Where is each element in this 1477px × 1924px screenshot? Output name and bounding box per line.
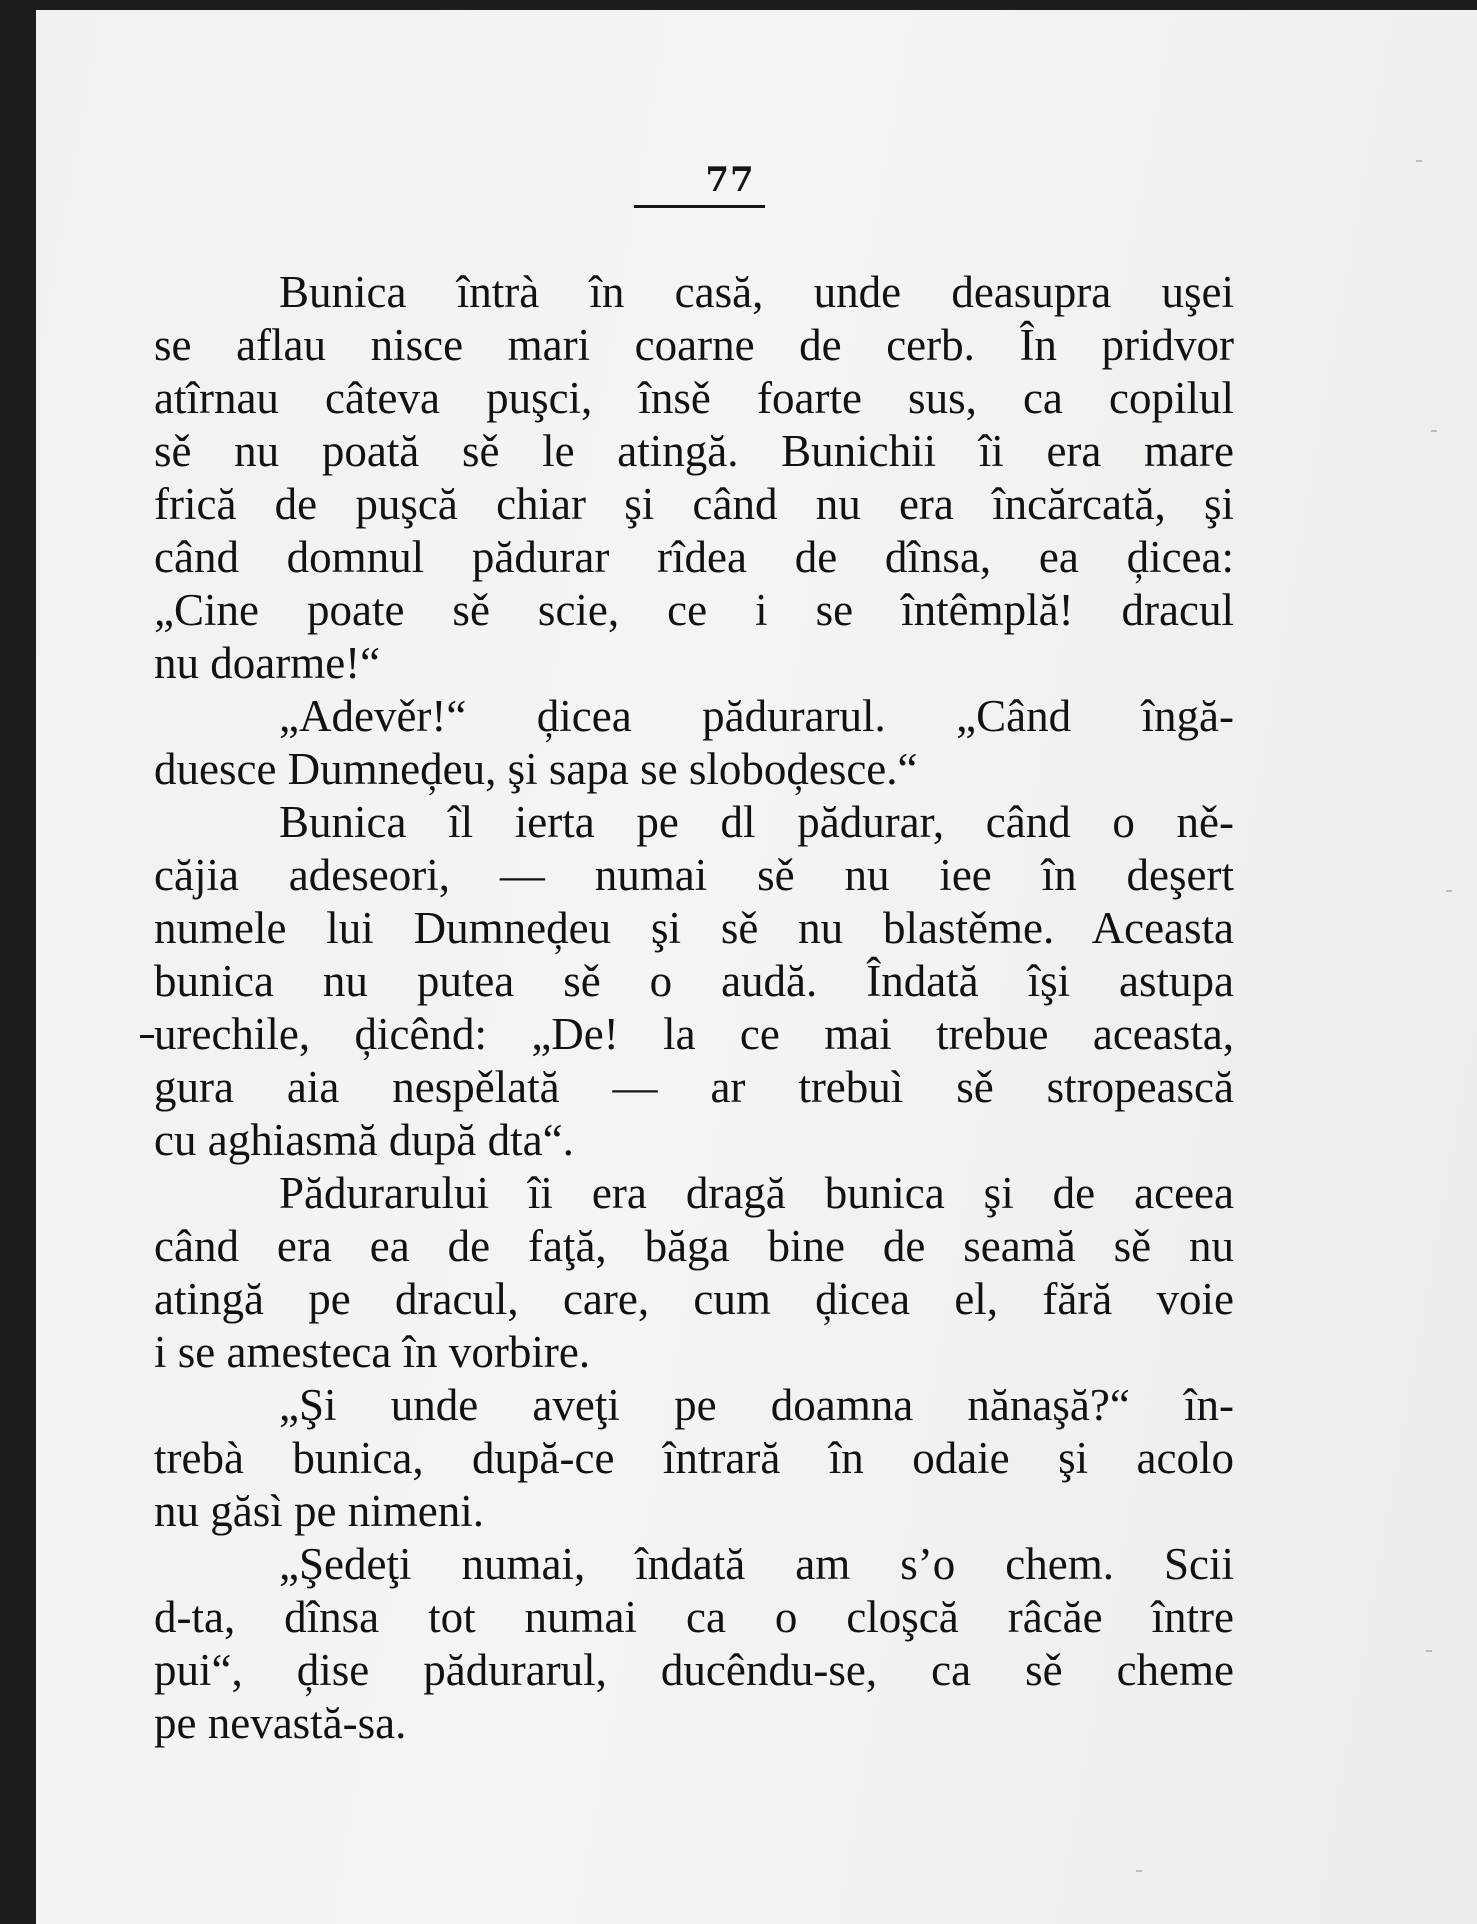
text-line: duesce Dumneḑeu, şi sapa se sloboḑesce.“ (154, 744, 918, 794)
text-line: se aflau nisce mari coarne de cerb. În pridvor (154, 320, 1234, 370)
paper-speck (1416, 160, 1422, 162)
text-line: atingă pe dracul, care, cum ḑicea el, fără voie (154, 1274, 1234, 1324)
text-line: sě nu poată sě le atingă. Bunichii îi era mare (154, 426, 1234, 476)
text-line: căjia adeseori, — numai sě nu iee în deşert (154, 850, 1234, 900)
text-line: „Adevěr!“ ḑicea pădurarul. „Când îngă- (279, 691, 1234, 741)
text-line: cu aghiasmă după dta“. (154, 1115, 574, 1165)
text-line: pui“, ḑise pădurarul, ducêndu-se, ca sě cheme (154, 1645, 1234, 1695)
paper-speck (1431, 430, 1437, 432)
text-line: numele lui Dumneḑeu şi sě nu blastěme. Aceasta (154, 903, 1234, 953)
text-line: nu doarme!“ (154, 638, 381, 688)
text-line: Bunica îl ierta pe dl pădurar, când o ně- (279, 797, 1234, 847)
text-line: trebà bunica, după-ce întrară în odaie şi acolo (154, 1433, 1234, 1483)
text-line: când domnul pădurar rîdea de dînsa, ea ḑicea: (154, 532, 1234, 582)
text-line: nu găsì pe nimeni. (154, 1486, 484, 1536)
text-line: frică de puşcă chiar şi când nu era încărcată, şi (154, 479, 1234, 529)
text-line: Pădurarului îi era dragă bunica şi de aceea (279, 1168, 1234, 1218)
text-line: Bunica întrà în casă, unde deasupra uşei (279, 267, 1234, 317)
text-line: urechile, ḑicênd: „De! la ce mai trebue aceasta, (154, 1009, 1234, 1059)
margin-mark (140, 1035, 154, 1038)
text-line: d-ta, dînsa tot numai ca o cloşcă râcăe între (154, 1592, 1234, 1642)
text-line: gura aia nespělată — ar trebuì sě stropească (154, 1062, 1234, 1112)
page-body-text (154, 266, 1234, 1750)
text-line: atîrnau câteva puşci, însě foarte sus, ca copilul (154, 373, 1234, 423)
page-number: 77 (705, 160, 755, 200)
book-page (36, 10, 1477, 1924)
paper-speck (1446, 890, 1452, 892)
text-line: „Cine poate sě scie, ce i se întêmplă! dracul (154, 585, 1234, 635)
text-line: „Şedeţi numai, îndată am s’o chem. Scii (279, 1539, 1234, 1589)
text-line: pe nevastă-sa. (154, 1698, 407, 1748)
text-line: i se amesteca în vorbire. (154, 1327, 591, 1377)
paper-speck (1426, 1650, 1432, 1652)
paper-speck (1136, 1870, 1142, 1872)
page-number-rule (634, 205, 765, 208)
text-line: „Şi unde aveţi pe doamna nănaşă?“ în- (279, 1380, 1234, 1430)
text-line: bunica nu putea sě o audă. Îndată îşi astupa (154, 956, 1234, 1006)
text-line: când era ea de faţă, băga bine de seamă sě nu (154, 1221, 1234, 1271)
